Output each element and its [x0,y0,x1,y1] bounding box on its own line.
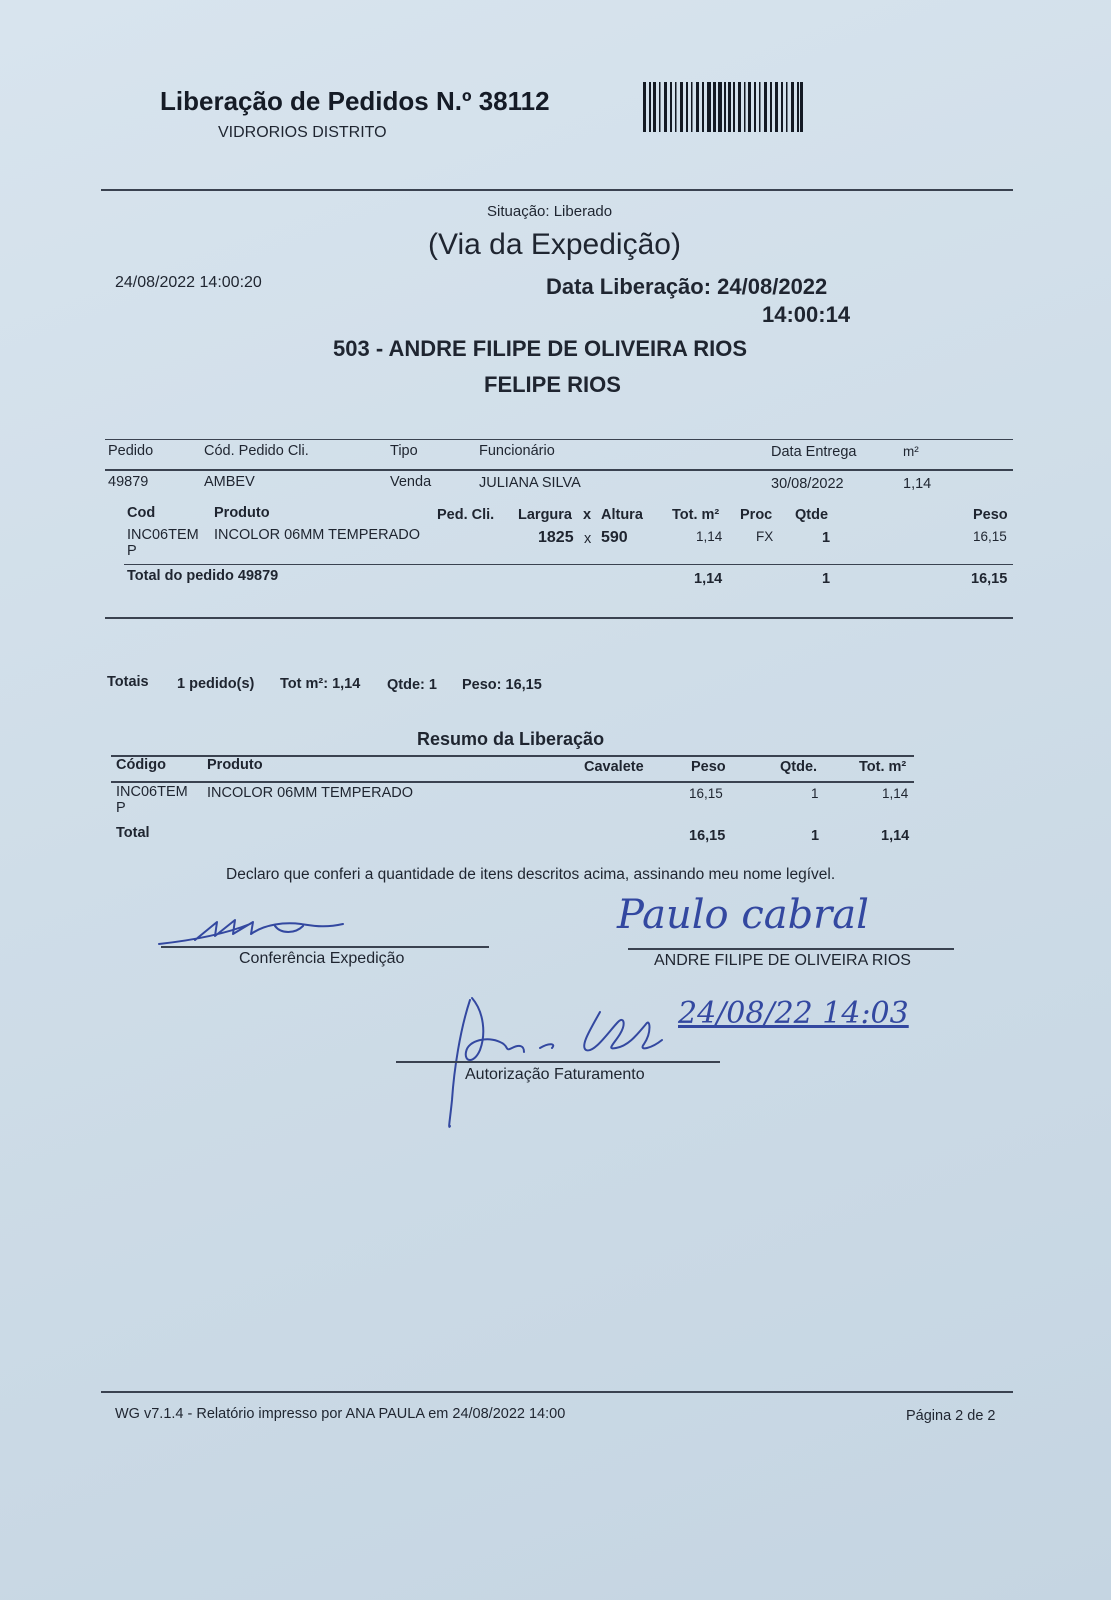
item-x: x [584,531,592,547]
summary-header-codigo: Código [116,757,166,773]
item-header-largura: Largura [518,507,572,523]
summary-peso: 16,15 [689,786,723,801]
item-header-proc: Proc [740,507,773,523]
footer-page: Página 2 de 2 [906,1408,996,1424]
footer-report: WG v7.1.4 - Relatório impresso por ANA PAULA em 24/08/2022 14:00 [115,1406,566,1422]
order-total-peso: 16,15 [971,571,1008,587]
order-m2: 1,14 [903,476,932,492]
company-name: VIDRORIOS DISTRITO [218,124,387,141]
order-total-tot-m2: 1,14 [694,571,723,587]
header-divider [101,189,1013,191]
item-header-ped-cli: Ped. Cli. [437,507,495,523]
summary-total-tot-m2: 1,14 [881,828,910,844]
autorizacao-signature [440,990,700,1130]
order-pedido: 49879 [108,474,149,490]
item-header-produto: Produto [214,505,270,521]
client-signature-label: ANDRE FILIPE DE OLIVEIRA RIOS [654,952,911,969]
item-header-tot-m2: Tot. m² [672,507,720,523]
summary-total-qtde: 1 [811,828,820,844]
order-total-label: Total do pedido 49879 [127,568,279,584]
order-table-header-rule [105,469,1013,471]
item-cod-continued: P [127,543,137,559]
handwritten-date: 24/08/22 14:03 [678,996,909,1031]
col-header-data-entrega: Data Entrega [771,444,857,460]
totals-pedidos: 1 pedido(s) [177,676,255,692]
summary-codigo: INC06TEM [116,784,188,800]
col-header-funcionario: Funcionário [479,443,555,459]
item-qtde: 1 [822,530,831,546]
order-tipo: Venda [390,474,432,490]
col-header-m2: m² [903,444,919,459]
declaration-text: Declaro que conferi a quantidade de itens descritos acima, assinando meu nome legível. [226,866,836,883]
status-text: Situação: Liberado [487,203,613,220]
footer-divider [101,1391,1013,1393]
totals-peso: Peso: 16,15 [462,677,542,693]
item-proc: FX [756,529,774,544]
item-header-qtde: Qtde [795,507,829,523]
item-peso: 16,15 [973,529,1007,544]
document-title: Liberação de Pedidos N.º 38112 [160,86,550,116]
summary-header-tot-m2: Tot. m² [859,759,907,775]
conferencia-signature-line [161,946,489,948]
order-table-top-rule [105,439,1013,440]
order-funcionario: JULIANA SILVA [479,475,581,491]
summary-title: Resumo da Liberação [417,729,605,749]
col-header-pedido: Pedido [108,443,154,459]
printed-timestamp: 24/08/2022 14:00:20 [115,274,262,291]
item-header-altura: Altura [601,507,643,523]
autorizacao-label: Autorização Faturamento [465,1066,645,1083]
totals-qtde: Qtde: 1 [387,677,437,693]
col-header-cod-pedido-cli: Cód. Pedido Cli. [204,443,309,459]
summary-tot-m2: 1,14 [882,786,909,801]
conferencia-label: Conferência Expedição [239,950,405,967]
autorizacao-signature-line [396,1061,720,1063]
item-total-rule [124,564,1013,565]
summary-produto: INCOLOR 06MM TEMPERADO [207,785,413,801]
order-total-qtde: 1 [822,571,831,587]
order-data-entrega: 30/08/2022 [771,476,844,492]
col-header-tipo: Tipo [390,443,418,459]
barcode-icon [643,82,803,132]
summary-codigo-continued: P [116,800,126,816]
item-tot-m2: 1,14 [696,529,723,544]
release-time: 14:00:14 [762,302,851,327]
summary-header-cavalete: Cavalete [584,759,644,775]
item-altura: 590 [601,529,628,546]
summary-qtde: 1 [811,786,819,801]
copy-label: (Via da Expedição) [428,228,681,261]
item-cod: INC06TEM [127,527,199,543]
client-signature: Paulo cabral [617,892,869,938]
totals-tot-m2: Tot m²: 1,14 [280,676,361,692]
item-header-peso: Peso [973,507,1008,523]
order-cod-pedido-cli: AMBEV [204,474,255,490]
client-signature-line [628,948,954,950]
client-name: 503 - ANDRE FILIPE DE OLIVEIRA RIOS [333,336,747,361]
item-header-x: x [583,507,592,523]
summary-header-rule [111,781,914,783]
client-alias: FELIPE RIOS [484,372,621,397]
totals-label: Totais [107,674,149,690]
release-date: Data Liberação: 24/08/2022 [546,274,828,299]
summary-header-produto: Produto [207,757,263,773]
item-produto: INCOLOR 06MM TEMPERADO [214,527,420,543]
summary-header-qtde: Qtde. [780,759,818,775]
summary-header-peso: Peso [691,759,726,775]
item-largura: 1825 [538,529,574,546]
order-table-bottom-rule [105,617,1013,619]
item-header-cod: Cod [127,505,156,521]
summary-total-label: Total [116,825,150,841]
summary-total-peso: 16,15 [689,828,726,844]
conferencia-signature [155,910,355,950]
